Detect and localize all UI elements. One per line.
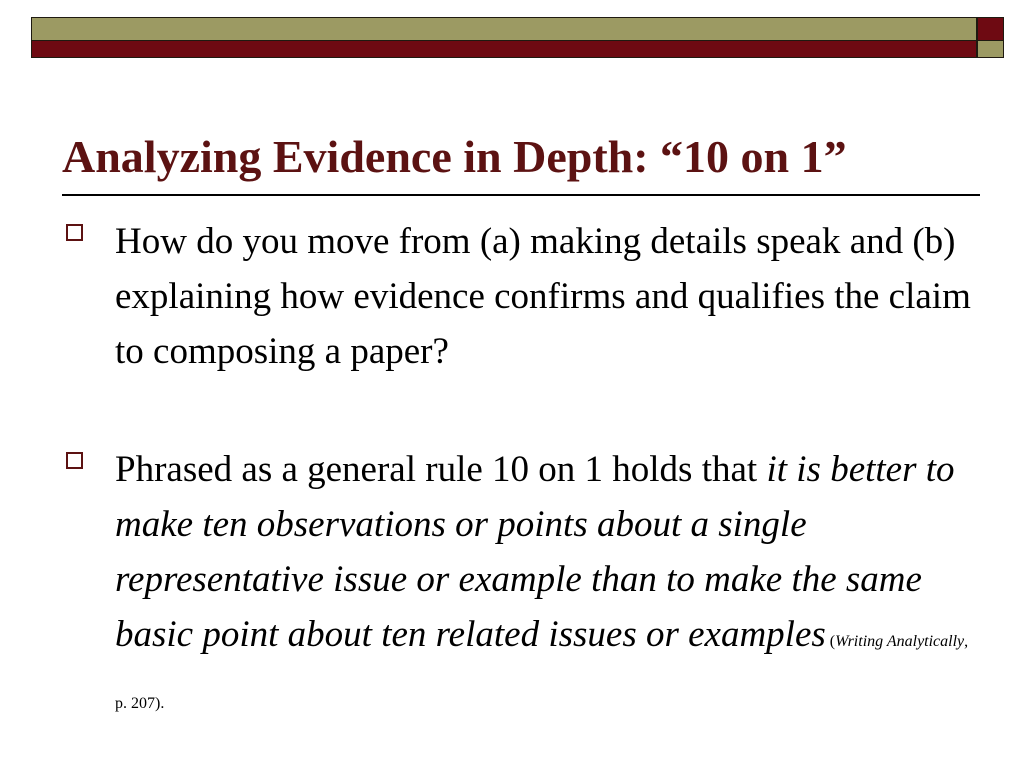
header-band-olive	[31, 17, 977, 41]
square-bullet-icon	[66, 224, 83, 241]
header-square-olive	[977, 41, 1004, 58]
citation-open: (	[825, 633, 836, 650]
bullet-item-2-emphasis: it is better to make ten observations or points about a single representative issue or example than to make the same basic point about ten related issues or examples	[115, 449, 955, 655]
title-divider	[62, 194, 980, 196]
slide-title: Analyzing Evidence in Depth: “10 on 1”	[62, 131, 847, 182]
header-band-maroon	[31, 41, 977, 58]
bullet-item-1: How do you move from (a) making details speak and (b) explaining how evidence confirms and qualifies the claim to composing a paper?	[115, 221, 971, 372]
square-bullet-icon	[66, 452, 83, 469]
header-square-maroon	[977, 17, 1004, 41]
citation-source-title: Writing Analytically	[835, 633, 965, 650]
citation-page: , p. 207).	[115, 633, 969, 712]
bullet-item-2	[115, 442, 975, 731]
bullet-item-2-lead: Phrased as a general rule 10 on 1 holds that	[115, 449, 767, 490]
